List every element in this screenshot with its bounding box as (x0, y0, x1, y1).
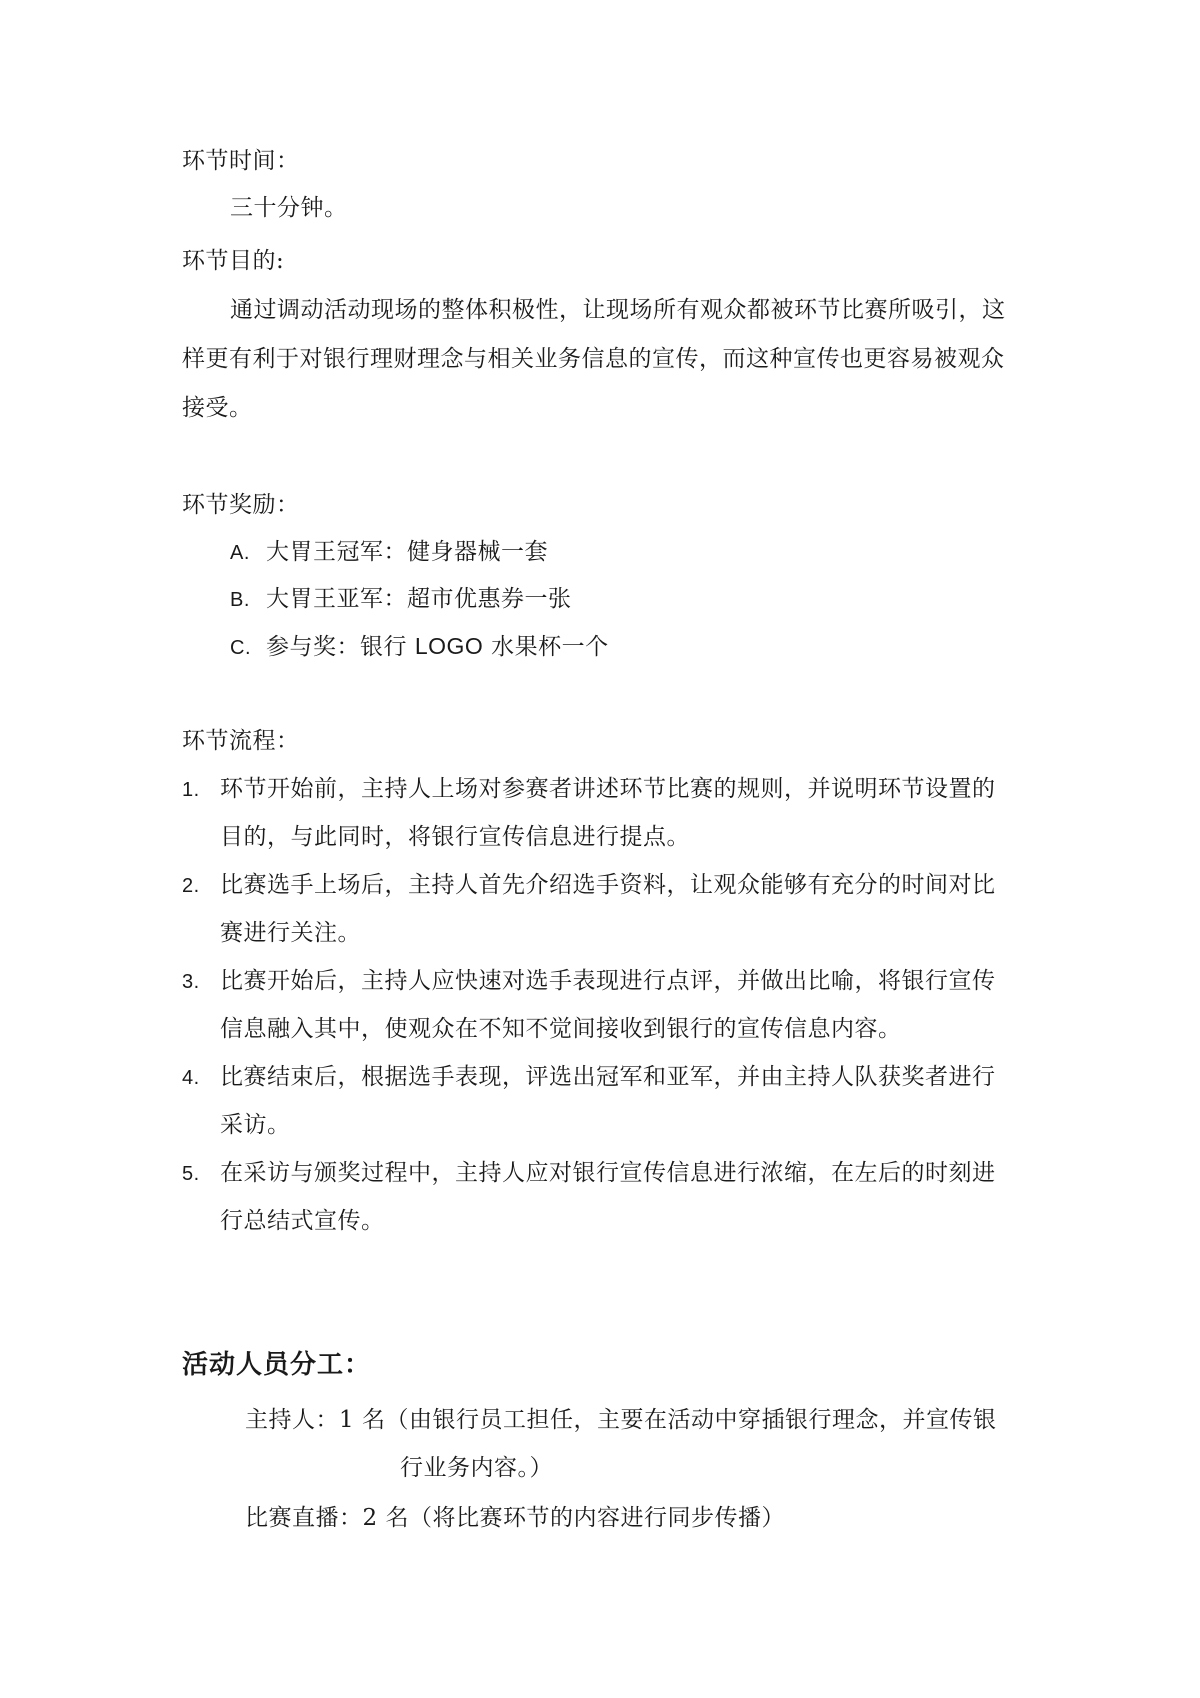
flow-text: 比赛开始后，主持人应快速对选手表现进行点评，并做出比喻，将银行宣传 (220, 968, 996, 994)
flow-text: 行总结式宣传。 (220, 1208, 385, 1234)
reward-text: 参与奖：银行 (266, 634, 415, 660)
list-marker: 2. (182, 875, 200, 897)
list-marker: B. (230, 589, 250, 611)
flow-item (182, 1157, 996, 1190)
flow-text: 比赛选手上场后，主持人首先介绍选手资料，让观众能够有充分的时间对比 (220, 872, 996, 898)
logo-text: LOGO (414, 633, 484, 659)
purpose-line: 通过调动活动现场的整体积极性，让现场所有观众都被环节比赛所吸引，这 (230, 297, 1006, 323)
time-text: 三十分钟。 (230, 195, 348, 221)
staff-broadcast-line: 比赛直播：2 名（将比赛环节的内容进行同步传播） (245, 1505, 785, 1531)
reward-text: 水果杯一个 (483, 634, 609, 660)
flow-item (182, 773, 996, 806)
flow-item (182, 1061, 996, 1094)
flow-item (182, 869, 996, 902)
purpose-line: 样更有利于对银行理财理念与相关业务信息的宣传，而这种宣传也更容易被观众 (182, 346, 1005, 372)
reward-text: 大胃王冠军：健身器械一套 (266, 539, 548, 565)
time-label: 环节时间： (182, 148, 300, 174)
reward-item (230, 630, 609, 664)
flow-text: 信息融入其中，使观众在不知不觉间接收到银行的宣传信息内容。 (220, 1016, 902, 1042)
list-marker: A. (230, 542, 250, 564)
flow-text: 环节开始前，主持人上场对参赛者讲述环节比赛的规则，并说明环节设置的 (220, 776, 996, 802)
list-marker: C. (230, 637, 251, 659)
flow-text: 在采访与颁奖过程中，主持人应对银行宣传信息进行浓缩，在左后的时刻进 (220, 1160, 996, 1186)
purpose-label: 环节目的: (182, 248, 285, 274)
reward-item (230, 536, 548, 569)
purpose-line: 接受。 (182, 395, 253, 421)
staff-host-line: 行业务内容。） (400, 1455, 553, 1481)
list-marker: 1. (182, 779, 200, 801)
reward-item (230, 583, 572, 616)
staff-host-line: 主持人：1 名（由银行员工担任，主要在活动中穿插银行理念，并宣传银 (245, 1407, 997, 1433)
flow-label: 环节流程： (182, 728, 300, 754)
flow-text: 赛进行关注。 (220, 920, 361, 946)
flow-text: 采访。 (220, 1112, 291, 1138)
list-marker: 5. (182, 1163, 200, 1185)
flow-item (182, 965, 996, 998)
flow-text: 比赛结束后，根据选手表现，评选出冠军和亚军，并由主持人队获奖者进行 (220, 1064, 996, 1090)
rewards-label: 环节奖励： (182, 492, 300, 518)
staff-heading: 活动人员分工： (182, 1350, 372, 1380)
reward-text: 大胃王亚军：超市优惠券一张 (266, 586, 572, 612)
list-marker: 3. (182, 971, 200, 993)
flow-text: 目的，与此同时，将银行宣传信息进行提点。 (220, 824, 690, 850)
list-marker: 4. (182, 1067, 200, 1089)
